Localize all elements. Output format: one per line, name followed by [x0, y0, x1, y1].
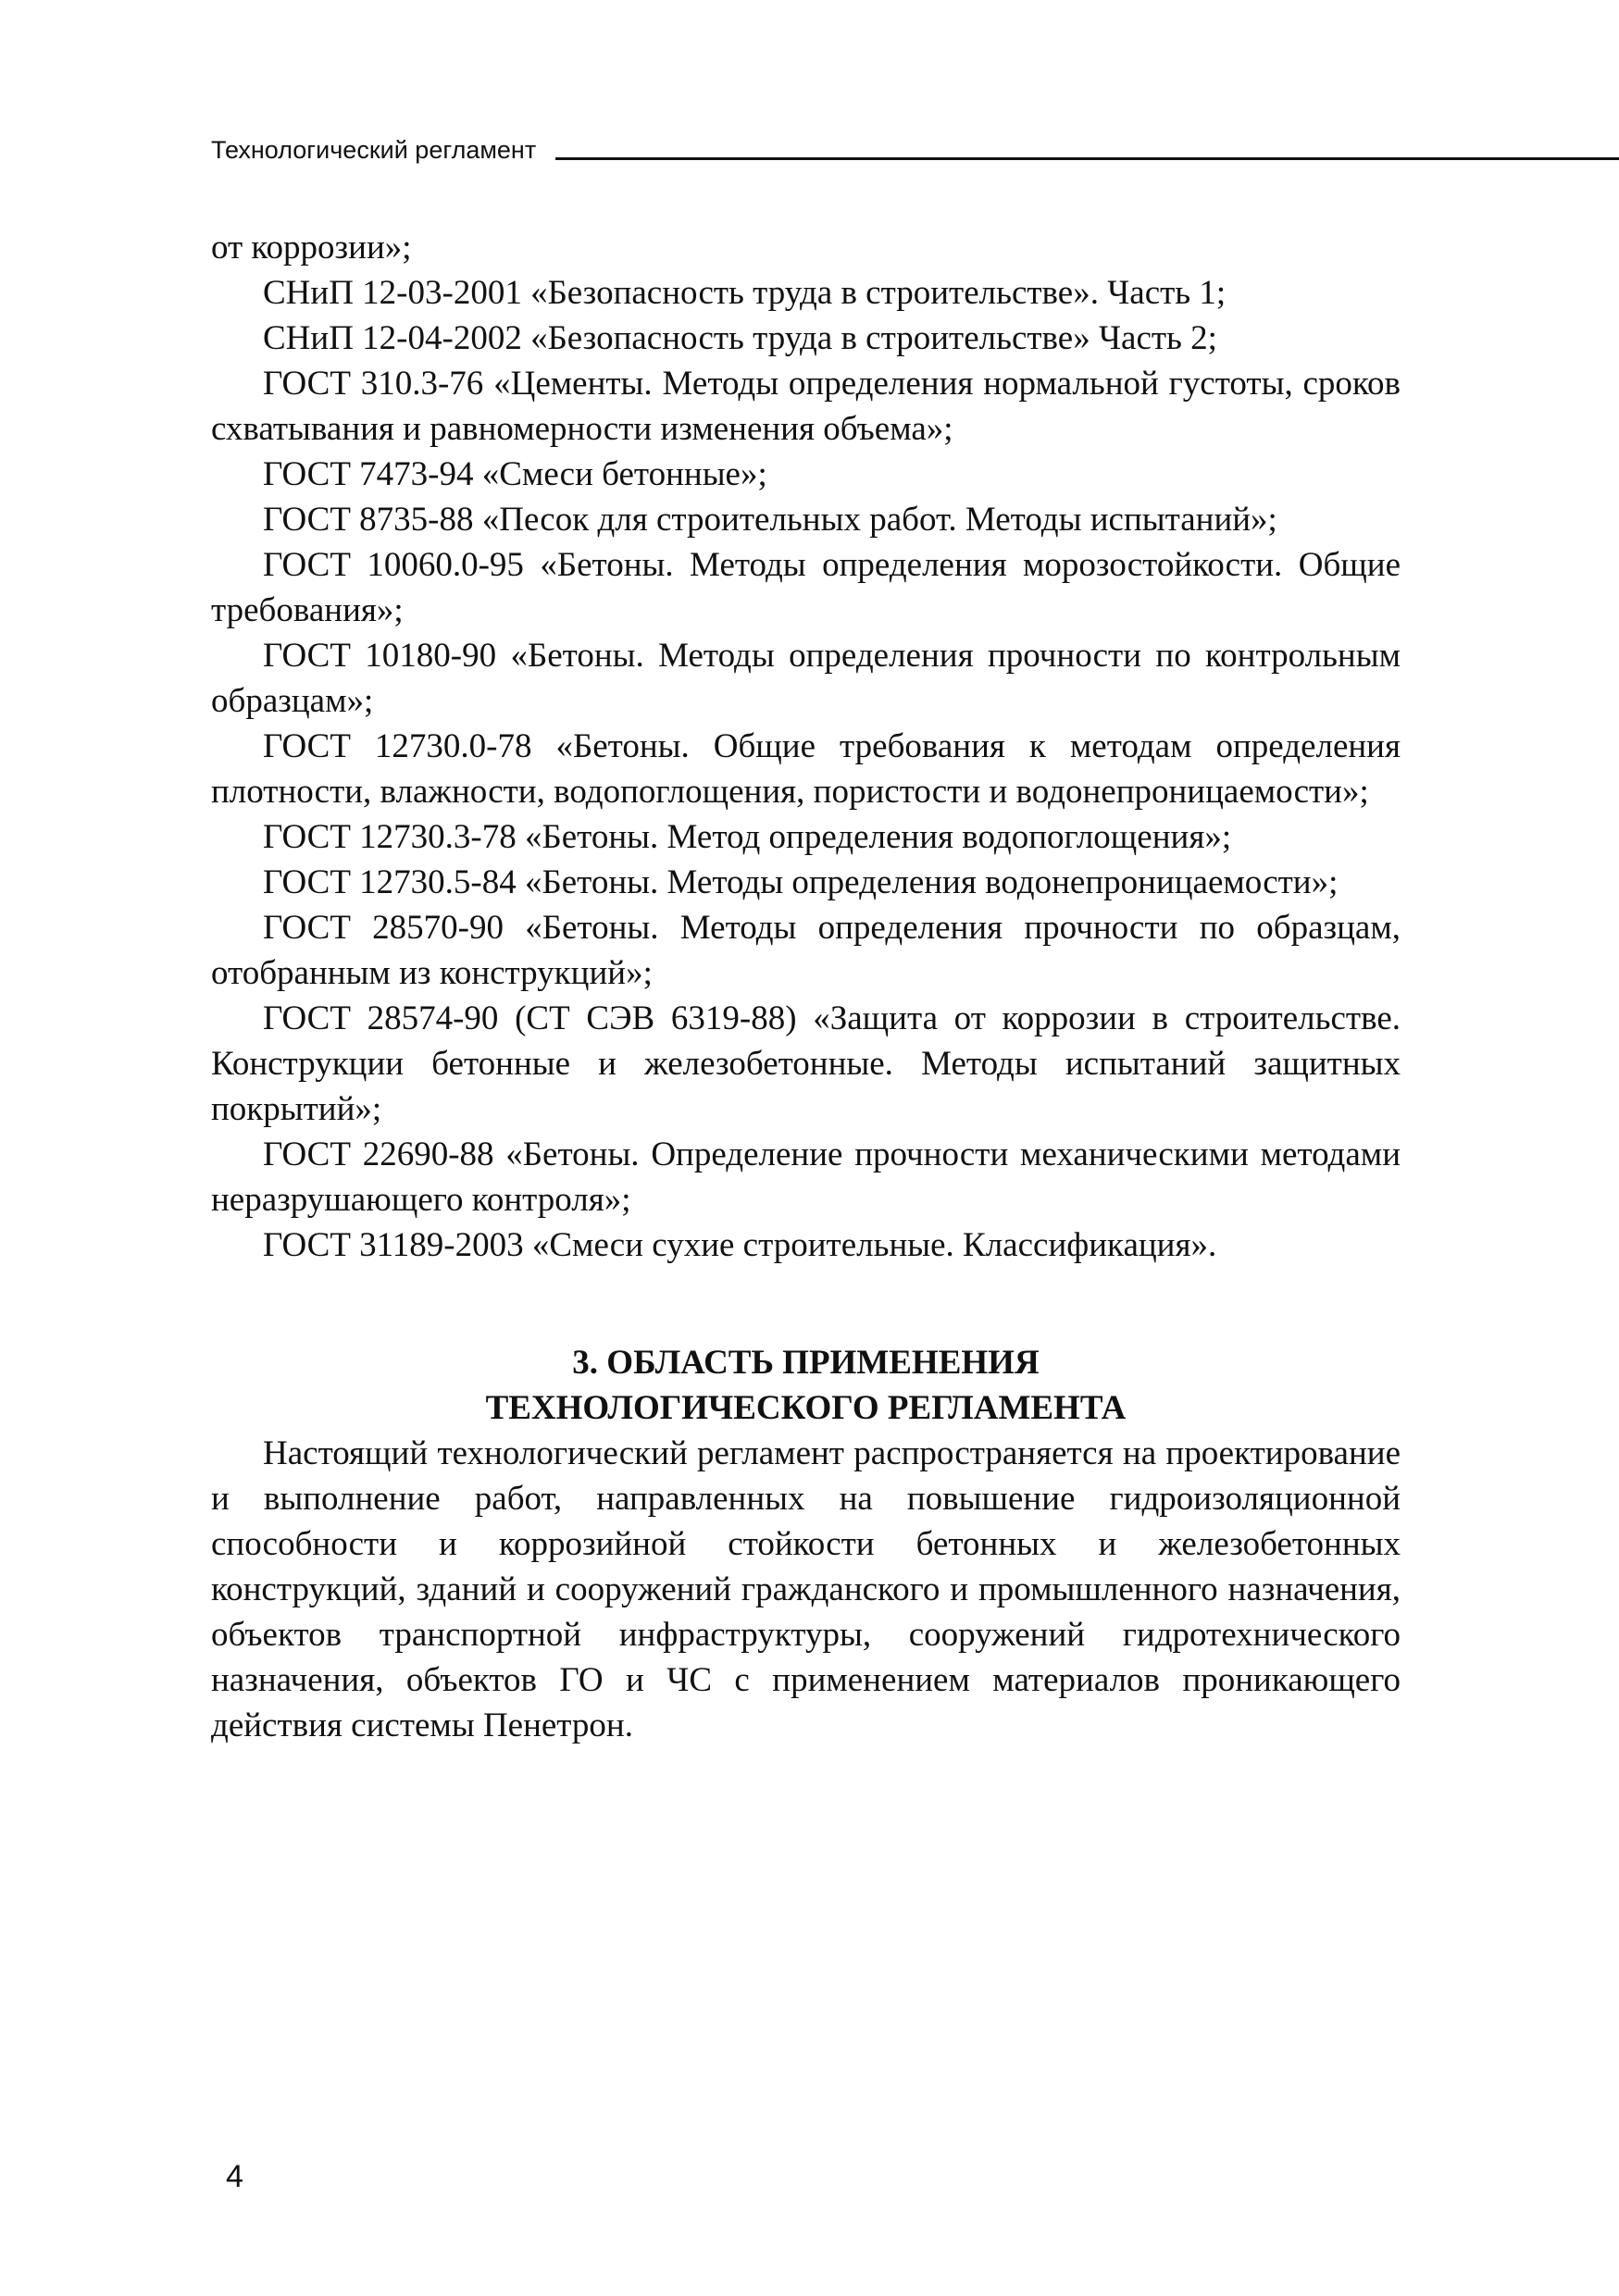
header-rule	[555, 157, 1619, 160]
reference-item: СНиП 12-04-2002 «Безопасность труда в строительстве» Часть 2;	[263, 319, 1217, 357]
reference-item: ГОСТ 8735-88 «Песок для строительных работ. Методы испытаний»;	[263, 501, 1277, 539]
reference-item: от коррозии»;	[211, 229, 412, 267]
reference-item: ГОСТ 28574-90 (СТ СЭВ 6319-88) «Защита от коррозии в строительстве. Конструкции бетонные и железобетонные. Методы испытаний защитных покрытий»;	[211, 999, 1401, 1128]
reference-item: ГОСТ 10180-90 «Бетоны. Методы определения прочности по контрольным образцам»;	[211, 637, 1401, 720]
normative-references-list	[211, 225, 1401, 1268]
reference-item: ГОСТ 28570-90 «Бетоны. Методы определения прочности по образцам, отобранным из конструкций»;	[211, 909, 1401, 992]
reference-item: ГОСТ 22690-88 «Бетоны. Определение прочности механическими методами неразрушающего контроля»;	[211, 1136, 1401, 1219]
page-header	[211, 131, 1619, 168]
section-heading	[211, 1340, 1401, 1431]
reference-item: ГОСТ 310.3-76 «Цементы. Методы определения нормальной густоты, сроков схватывания и равномерности изменения объема»;	[211, 365, 1401, 448]
section-heading-line-2: ТЕХНОЛОГИЧЕСКОГО РЕГЛАМЕНТА	[485, 1389, 1127, 1427]
page-number: 4	[226, 2159, 243, 2194]
section-heading-line-1: 3. ОБЛАСТЬ ПРИМЕНЕНИЯ	[572, 1344, 1040, 1382]
reference-item: ГОСТ 31189-2003 «Смеси сухие строительные. Классификация».	[263, 1226, 1217, 1264]
reference-item: ГОСТ 10060.0-95 «Бетоны. Методы определения морозостойкости. Общие требования»;	[211, 546, 1401, 629]
reference-item: ГОСТ 12730.3-78 «Бетоны. Метод определения водопоглощения»;	[263, 818, 1232, 856]
section-paragraph: Настоящий технологический регламент распространяется на проектирование и выполнение работ, направленных на повышение гидроизоляционной способности и коррозийной стойкости бетонных и железобетонных конструкций, зданий и сооружений гражданского и промышленного назначения, объектов транспортной инфраструктуры, сооружений гидротехнического назначения, объектов ГО и ЧС с применением материалов проникающего действия системы Пенетрон.	[211, 1434, 1401, 1744]
header-title: Технологический регламент	[211, 136, 537, 164]
reference-item: ГОСТ 7473-94 «Смеси бетонные»;	[263, 455, 767, 493]
reference-item: ГОСТ 12730.5-84 «Бетоны. Методы определения водонепроницаемости»;	[263, 863, 1339, 901]
document-body	[211, 225, 1401, 1748]
reference-item: СНиП 12-03-2001 «Безопасность труда в строительстве». Часть 1;	[263, 274, 1227, 312]
reference-item: ГОСТ 12730.0-78 «Бетоны. Общие требования к методам определения плотности, влажности, водопоглощения, пористости и водонепроницаемости»;	[211, 727, 1401, 811]
